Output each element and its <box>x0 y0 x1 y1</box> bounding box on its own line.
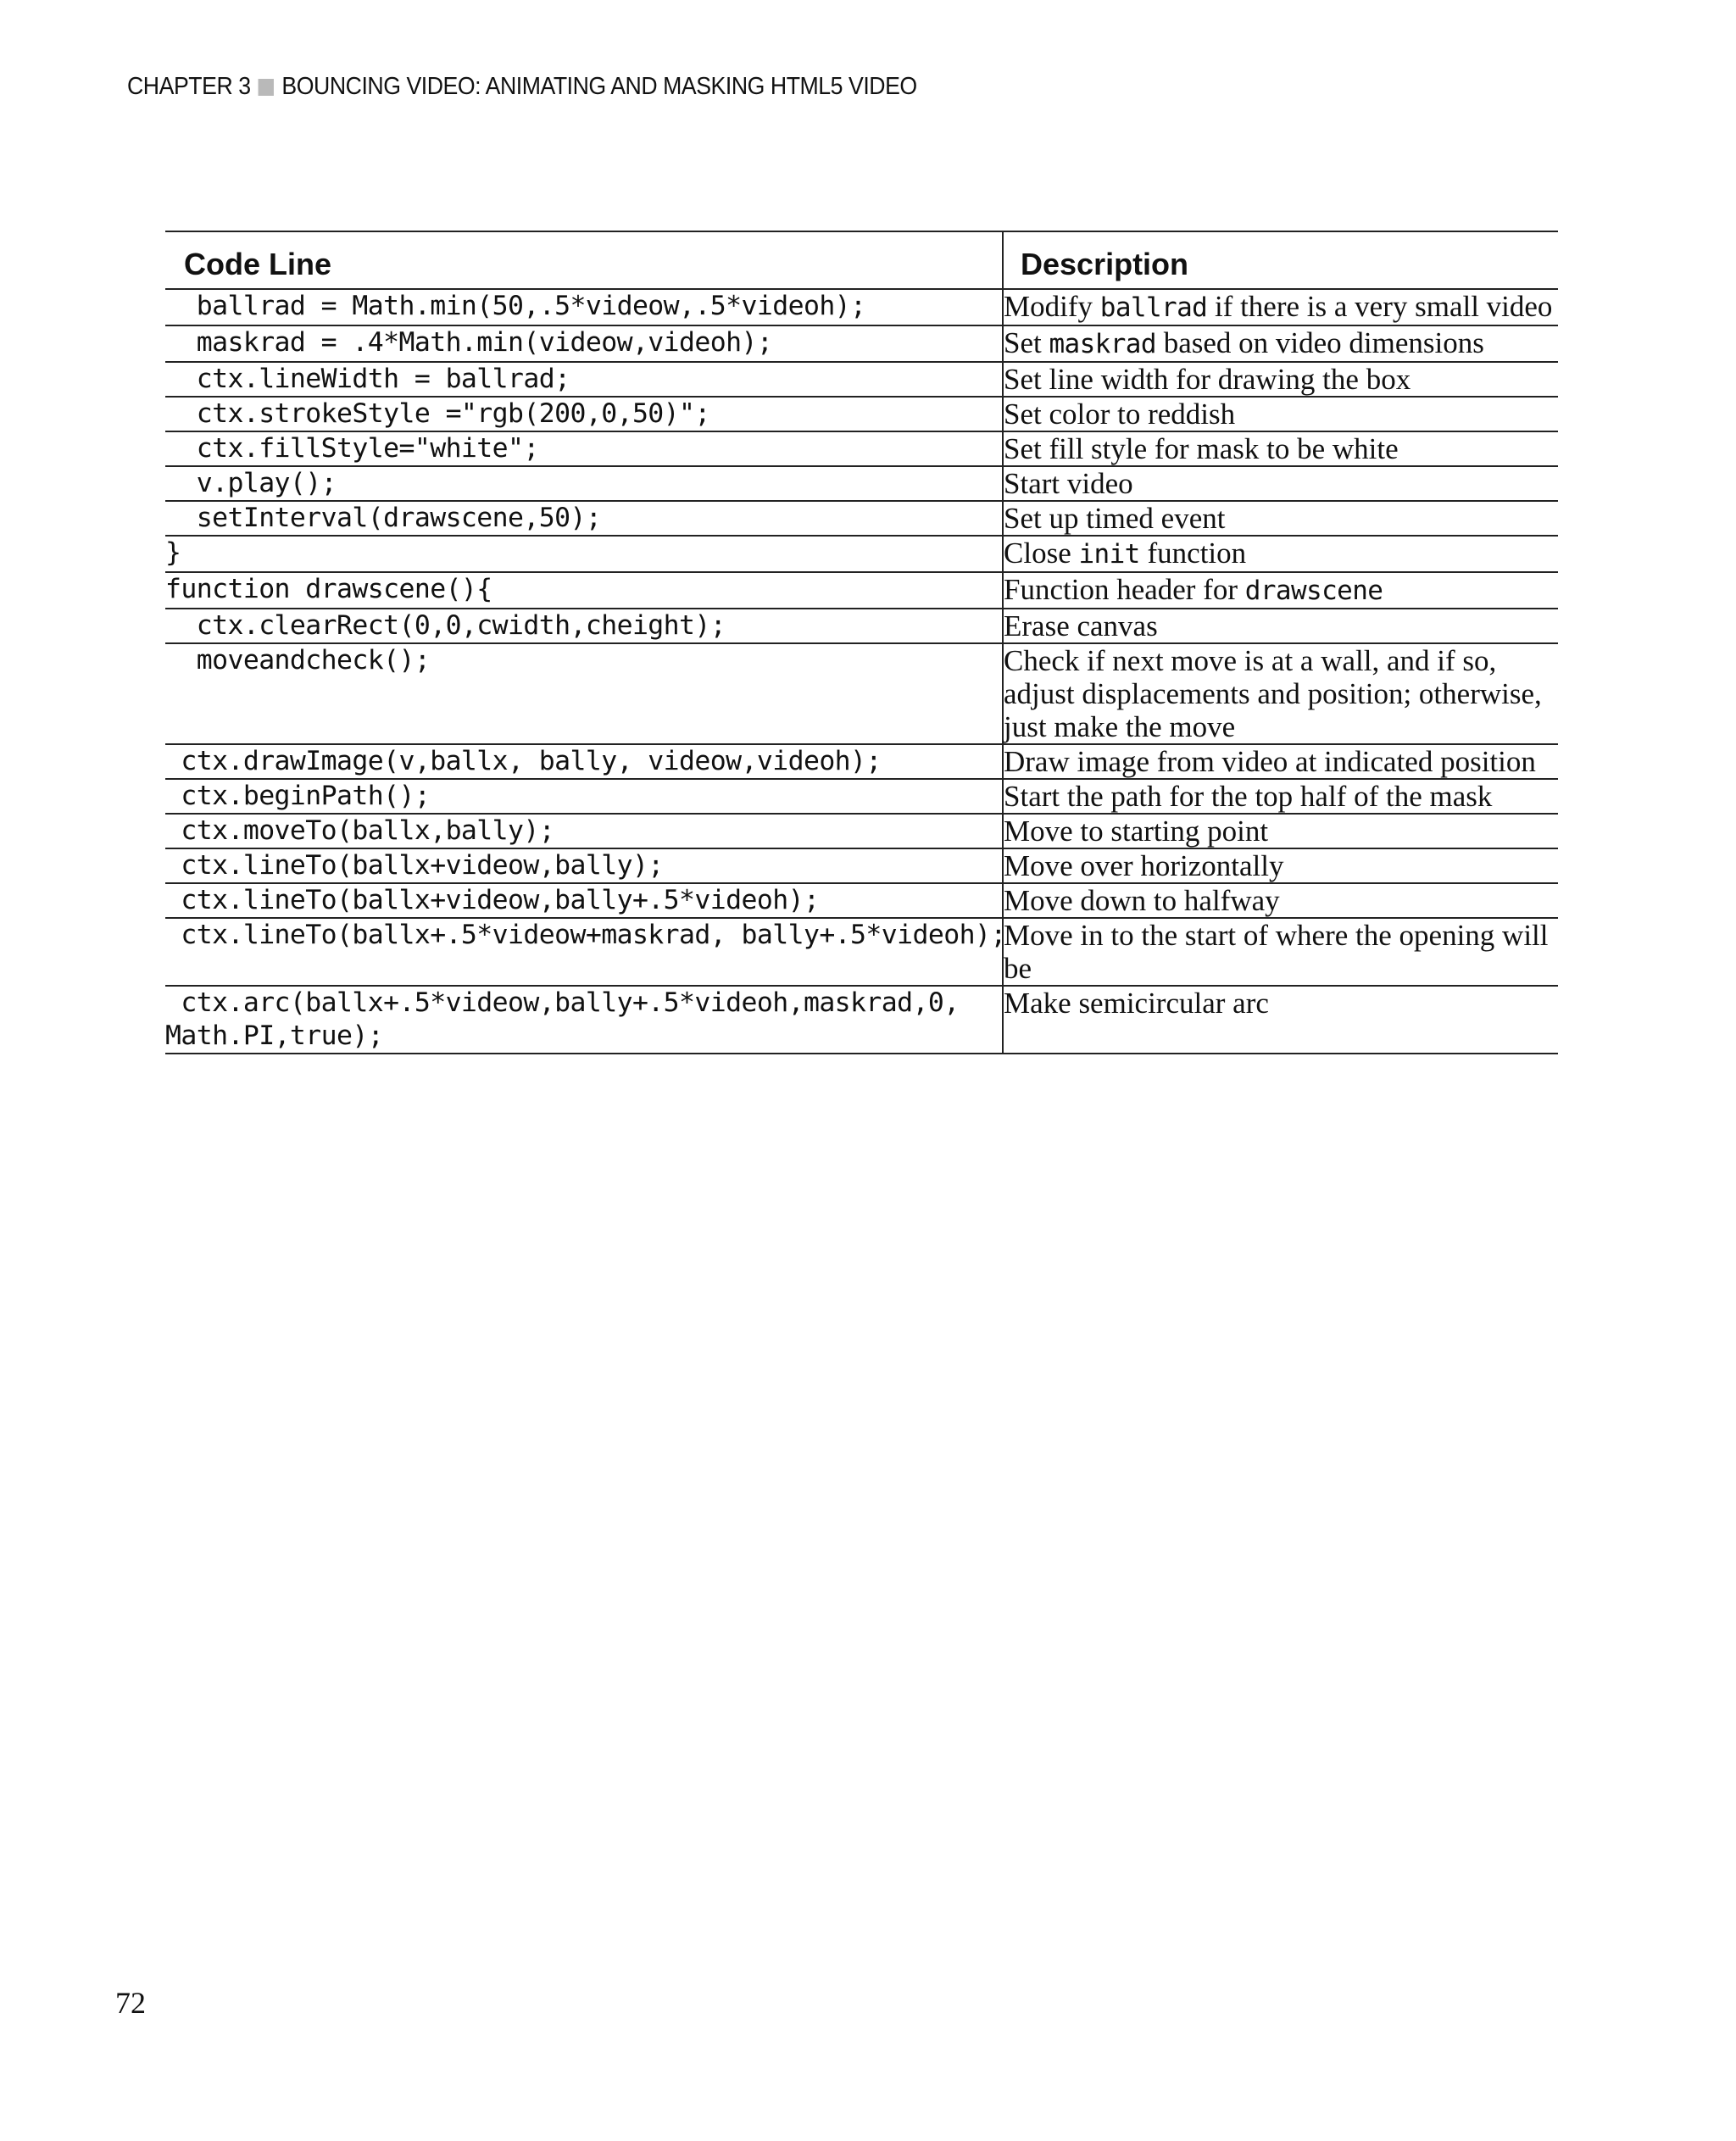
description-cell <box>1003 289 1558 325</box>
description-text: Move over horizontally <box>1004 849 1284 882</box>
description-cell <box>1003 779 1558 814</box>
chapter-label: CHAPTER 3 <box>127 73 251 100</box>
description-text: based on video dimensions <box>1155 326 1484 359</box>
description-cell <box>1003 918 1558 986</box>
description-text: Start video <box>1004 467 1133 500</box>
description-cell <box>1003 362 1558 397</box>
description-cell <box>1003 325 1558 362</box>
description-text: Erase canvas <box>1004 609 1158 642</box>
table-row <box>165 744 1558 779</box>
square-bullet-icon <box>259 79 274 96</box>
description-text: Set fill style for mask to be white <box>1004 432 1399 465</box>
inline-code: drawscene <box>1244 576 1383 606</box>
description-text: Draw image from video at indicated position <box>1004 745 1536 778</box>
code-cell: v.play(); <box>165 466 1003 501</box>
description-text: Make semicircular arc <box>1004 987 1269 1020</box>
description-text: Modify <box>1004 290 1100 323</box>
description-cell <box>1003 501 1558 536</box>
code-cell: ctx.lineTo(ballx+videow,bally); <box>165 848 1003 883</box>
description-cell <box>1003 609 1558 643</box>
description-cell <box>1003 572 1558 609</box>
description-cell <box>1003 986 1558 1054</box>
chapter-title: BOUNCING VIDEO: ANIMATING AND MASKING HTML5 VIDEO <box>281 73 917 100</box>
code-cell: ctx.arc(ballx+.5*videow,bally+.5*videoh,maskrad,0, Math.PI,true); <box>165 986 1003 1054</box>
code-cell: ctx.strokeStyle ="rgb(200,0,50)"; <box>165 397 1003 431</box>
code-cell: ctx.lineTo(ballx+videow,bally+.5*videoh); <box>165 883 1003 918</box>
table-body <box>165 289 1558 1054</box>
table-row <box>165 431 1558 466</box>
description-cell <box>1003 814 1558 848</box>
description-text: Function header for <box>1004 573 1245 606</box>
code-cell: } <box>165 536 1003 572</box>
code-cell: ctx.moveTo(ballx,bally); <box>165 814 1003 848</box>
code-cell: ballrad = Math.min(50,.5*videow,.5*videoh); <box>165 289 1003 325</box>
column-header-description: Description <box>1003 231 1558 289</box>
table-row <box>165 466 1558 501</box>
description-cell <box>1003 744 1558 779</box>
table-row <box>165 814 1558 848</box>
description-cell <box>1003 848 1558 883</box>
description-text: Start the path for the top half of the mask <box>1004 780 1493 813</box>
table-row <box>165 501 1558 536</box>
inline-code: maskrad <box>1049 329 1156 359</box>
description-cell <box>1003 431 1558 466</box>
table-row <box>165 848 1558 883</box>
code-cell: ctx.drawImage(v,ballx, bally, videow,videoh); <box>165 744 1003 779</box>
description-text: Move in to the start of where the opening will be <box>1004 919 1549 985</box>
description-text: Move down to halfway <box>1004 884 1280 917</box>
description-cell <box>1003 466 1558 501</box>
description-cell <box>1003 397 1558 431</box>
column-header-code-line: Code Line <box>165 231 1003 289</box>
description-text: Set line width for drawing the box <box>1004 363 1411 396</box>
description-cell <box>1003 883 1558 918</box>
code-cell: maskrad = .4*Math.min(videow,videoh); <box>165 325 1003 362</box>
description-text: if there is a very small video <box>1207 290 1553 323</box>
table-row <box>165 362 1558 397</box>
table-header-row <box>165 231 1558 289</box>
code-description-table <box>165 231 1558 1054</box>
description-text: Check if next move is at a wall, and if so, adjust displacements and position; otherwise, just make the move <box>1004 644 1542 743</box>
description-text: Set color to reddish <box>1004 398 1236 431</box>
page-number: 72 <box>115 1986 146 2020</box>
description-cell <box>1003 643 1558 744</box>
code-cell: ctx.lineWidth = ballrad; <box>165 362 1003 397</box>
table-row <box>165 397 1558 431</box>
table-row <box>165 643 1558 744</box>
description-text: Move to starting point <box>1004 815 1269 848</box>
table-row <box>165 609 1558 643</box>
table-row <box>165 883 1558 918</box>
code-cell: function drawscene(){ <box>165 572 1003 609</box>
description-text: Set up timed event <box>1004 502 1226 535</box>
code-cell: ctx.lineTo(ballx+.5*videow+maskrad, bally+.5*videoh); <box>165 918 1003 986</box>
table-row <box>165 325 1558 362</box>
description-cell <box>1003 536 1558 572</box>
table-row <box>165 986 1558 1054</box>
inline-code: ballrad <box>1099 292 1208 323</box>
table-row <box>165 536 1558 572</box>
code-cell: setInterval(drawscene,50); <box>165 501 1003 536</box>
code-cell: ctx.fillStyle="white"; <box>165 431 1003 466</box>
running-header <box>127 73 917 101</box>
table-row <box>165 918 1558 986</box>
inline-code: init <box>1078 539 1140 570</box>
code-cell: ctx.beginPath(); <box>165 779 1003 814</box>
table-row <box>165 289 1558 325</box>
description-text: function <box>1139 537 1247 570</box>
code-cell: ctx.clearRect(0,0,cwidth,cheight); <box>165 609 1003 643</box>
description-text: Close <box>1004 537 1079 570</box>
table-row <box>165 572 1558 609</box>
code-cell: moveandcheck(); <box>165 643 1003 744</box>
table-row <box>165 779 1558 814</box>
description-text: Set <box>1004 326 1049 359</box>
